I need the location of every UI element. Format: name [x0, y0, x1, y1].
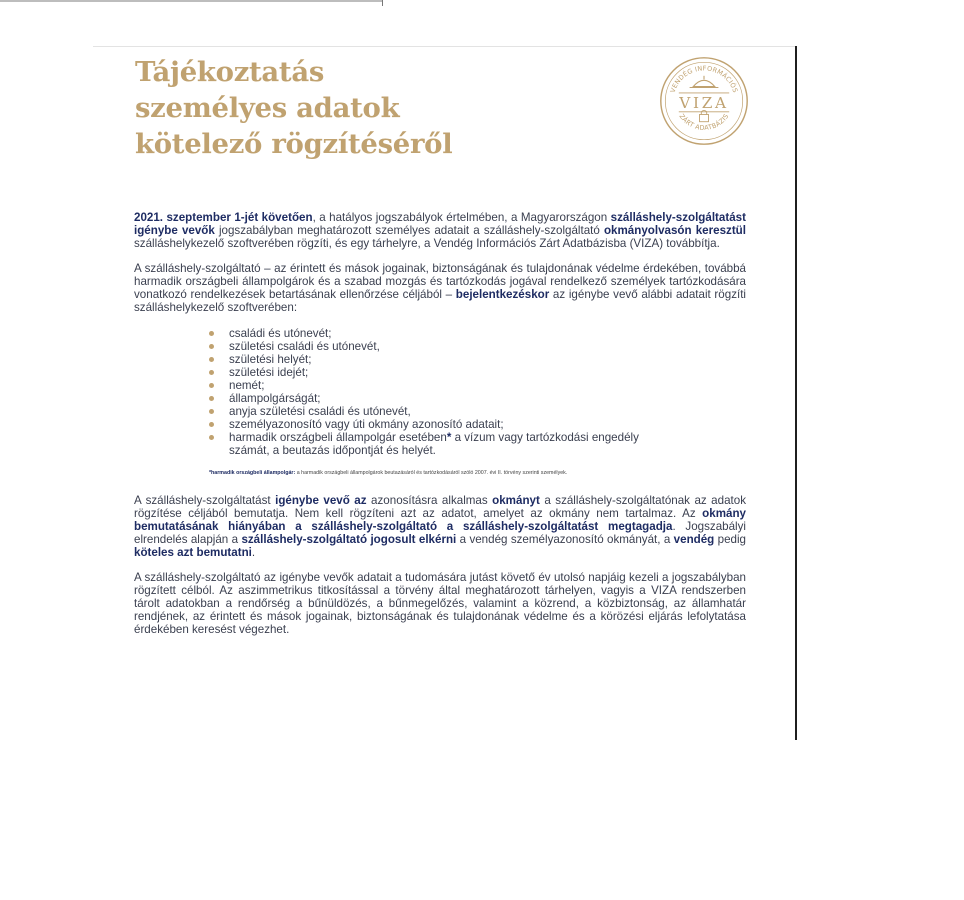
title-line-1: Tájékoztatás [135, 56, 325, 88]
list-item: születési idejét; [209, 366, 674, 379]
top-rule-tick [382, 0, 383, 6]
list-item: családi és utónevét; [209, 327, 674, 340]
seal-top-text: VENDÉG INFORMÁCIÓS [668, 64, 740, 94]
page-right-border [795, 46, 797, 740]
paragraph-document-presentation: A szálláshely-szolgáltatást igénybe vevő az azonosításra alkalmas okmányt a szálláshely-szolgáltatónak az adatok rögzítése céljából bemutatja. Nem kell rögzíteni azt az adatot, amelyet az okmány nem tartalmaz. Az okmány bemutatásának hiányában a szálláshely-szolgáltató a szálláshely-szolgáltatást megtagadja. Jogszabályi elrendelés alapján a szálláshely-szolgáltató jogosult elkérni a vendég személyazonosító okmányát, a vendég pedig köteles azt bemutatni. [134, 494, 746, 559]
paragraph-purpose: A szálláshely-szolgáltató – az érintett és mások jogainak, biztonságának és tulajdonának védelme érdekében, továbbá harmadik országbeli állampolgárok és a szabad mozgás és tartózkodás jogával rendelkező személyek tartózkodására vonatkozó rendelkezések betartásának ellenőrzése céljából – bejelentkezéskor az igénybe vevő alábbi adatait rögzíti szálláshelykezelő szoftverében: [134, 262, 747, 314]
footnote: *harmadik országbeli állampolgár: a harmadik országbeli állampolgárok beutazásáról és tartózkodásáról szóló 2007. évi II. törvény szerinti személyek. [209, 470, 568, 476]
seal-name: VIZA [679, 94, 729, 113]
title-line-3: kötelező rögzítéséről [135, 128, 453, 160]
page-title [135, 54, 452, 162]
recorded-data-list [134, 327, 674, 457]
document-body [134, 211, 746, 636]
page-top-border [93, 46, 797, 47]
paragraph-data-retention: A szálláshely-szolgáltató az igénybe vevők adatait a tudomására jutást követő év utolsó napjáig kezeli a jogszabályban rögzített célból. Az aszimmetrikus titkosítással a törvény által meghatározott tárhelyen, vagyis a VIZA rendszerben tárolt adatokban a rendőrség a bűnüldözés, a bűnmegelőzés, valamint a közrend, a közbiztonság, az államhatár rendjének, az érintett és mások jogainak, biztonságának és tulajdonának védelme és a körözési eljárás lefolytatása érdekében keresést végezhet. [134, 571, 746, 636]
list-item: személyazonosító vagy úti okmány azonosító adatait; [209, 418, 674, 431]
list-item: harmadik országbeli állampolgár esetében* a vízum vagy tartózkodási engedély számát, a beutazás időpontját és helyét. [209, 431, 674, 457]
title-line-2: személyes adatok [135, 92, 400, 124]
seal-bottom-text: ZÁRT ADATBÁZIS [677, 112, 731, 132]
list-item: születési családi és utónevét, [209, 340, 674, 353]
viza-seal-logo [659, 56, 749, 146]
paragraph-intro: 2021. szeptember 1-jét követően, a hatályos jogszabályok értelmében, a Magyarországon szálláshely-szolgáltatást igénybe vevők jogszabályban meghatározott személyes adatait a szálláshely-szolgáltató okmányolvasón keresztül szálláshelykezelő szoftverében rögzíti, és egy tárhelyre, a Vendég Információs Zárt Adatbázisba (VIZA) továbbítja. [134, 211, 746, 250]
list-item: születési helyét; [209, 353, 674, 366]
top-rule [0, 0, 383, 2]
document-page [93, 46, 797, 740]
svg-text:ZÁRT ADATBÁZIS [678, 112, 731, 132]
list-item: állampolgárságát; [209, 392, 674, 405]
list-item: nemét; [209, 379, 674, 392]
list-item: anyja születési családi és utónevét, [209, 405, 674, 418]
